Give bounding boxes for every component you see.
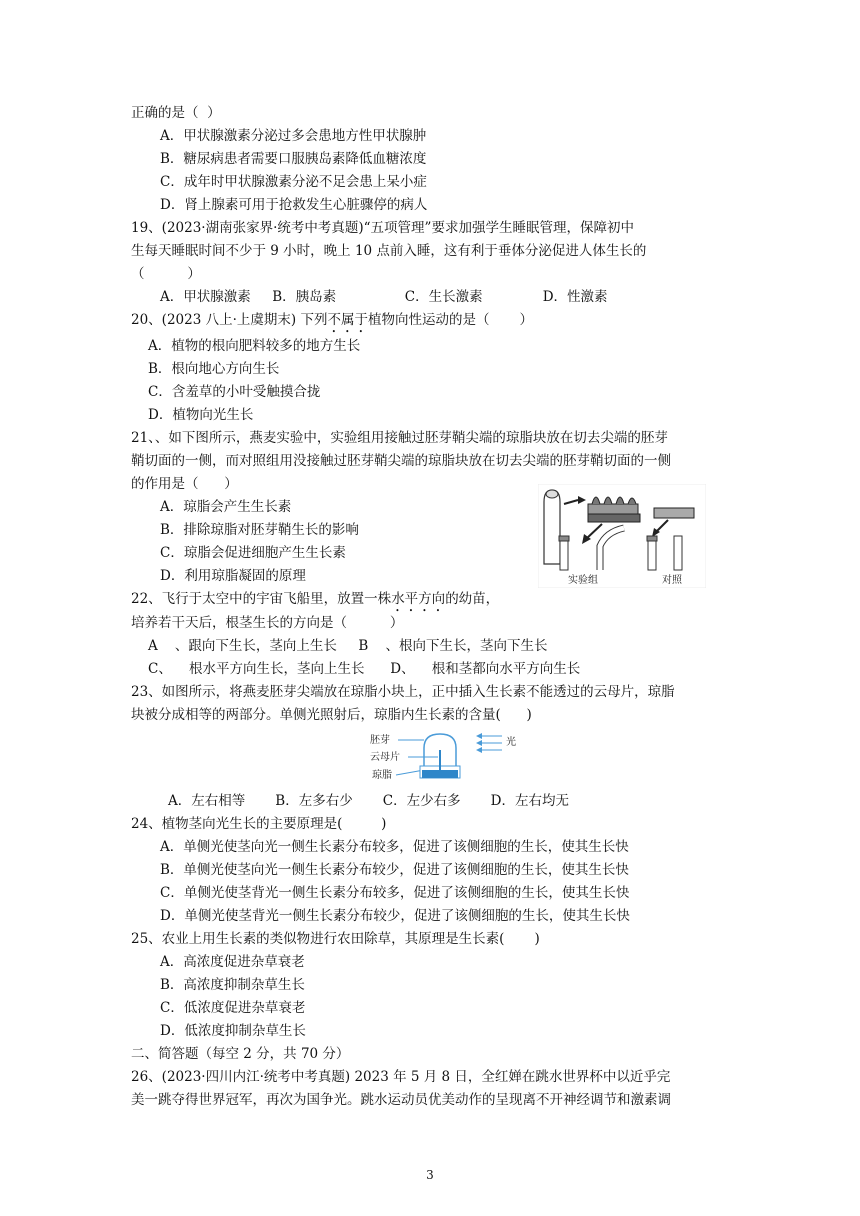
q20-stem-emphasis: 不属于 [327, 312, 368, 328]
q20-option-c: C．含羞草的小叶受触摸合拢 [148, 384, 321, 400]
q21-stem-2: 鞘切面的一侧，而对照组用没接触过胚芽鞘尖端的琼脂块放在切去尖端的胚芽鞘切面的一侧 [131, 453, 671, 469]
q21-option-b: B．排除琼脂对胚芽鞘生长的影响 [160, 522, 359, 538]
q18-option-b: B．糖尿病患者需要口服胰岛素降低血糖浓度 [160, 151, 427, 167]
q22-stem-2: 培养若干天后，根茎生长的方向是（ ） [131, 615, 404, 631]
q22-stem-pre: 22、飞行于太空中的宇宙飞船里，放置一株 [131, 591, 392, 607]
q25-option-b: B．高浓度抑制杂草生长 [160, 977, 305, 993]
q19-options: A．甲状腺激素 B．胰岛素 C．生长激素 D．性激素 [160, 289, 608, 305]
q24-stem: 24、植物茎向光生长的主要原理是( ) [131, 816, 387, 832]
section-heading: 二、简答题（每空 2 分，共 70 分） [131, 1046, 350, 1062]
q21-stem-1: 21、、如下图所示，燕麦实验中，实验组用接触过胚芽鞘尖端的琼脂块放在切去尖端的胚芽 [131, 430, 668, 446]
q24-option-b: B．单侧光使茎向光一侧生长素分布较少，促进了该侧细胞的生长，使其生长快 [160, 862, 629, 878]
q25-option-c: C．低浓度促进杂草衰老 [160, 1000, 306, 1016]
q24-option-a: A．单侧光使茎向光一侧生长素分布较多，促进了该侧细胞的生长，使其生长快 [160, 839, 629, 855]
oat-experiment-figure [538, 484, 706, 588]
line-0: 正确的是（ ） [131, 105, 221, 121]
q20-stem-post: 植物向性运动的是（ ） [367, 312, 533, 328]
q20-option-a: A．植物的根向肥料较多的地方生长 [148, 338, 361, 354]
q23-stem-2: 块被分成相等的两部分。单侧光照射后，琼脂内生长素的含量( ) [131, 707, 532, 723]
q26-stem-2: 美一跳夺得世界冠军，再次为国争光。跳水运动员优美动作的呈现离不开神经调节和激素调 [131, 1092, 671, 1108]
q26-stem-1: 26、(2023·四川内江·统考中考真题) 2023 年 5 月 8 日，全红婵在跳水世界杯中以近乎完 [131, 1069, 671, 1085]
q20-option-d: D．植物向光生长 [148, 407, 254, 423]
q20-option-b: B．根向地心方向生长 [148, 361, 280, 377]
q24-option-c: C．单侧光使茎背光一侧生长素分布较多，促进了该侧细胞的生长，使其生长快 [160, 885, 630, 901]
q22-options-ab: A 、跟向下生长，茎向上生长 B 、根向下生长，茎向下生长 [148, 638, 548, 654]
q18-option-d: D．肾上腺素可用于抢救发生心脏骤停的病人 [160, 197, 428, 213]
label-control-group: 对照 [662, 575, 682, 586]
q21-option-d: D．利用琼脂凝固的原理 [160, 568, 306, 584]
q25-option-a: A．高浓度促进杂草衰老 [160, 954, 305, 970]
q22-stem-post: 的幼苗， [445, 591, 500, 607]
q22-stem-emphasis: 水平方向 [391, 591, 446, 607]
q18-option-a: A．甲状腺激素分泌过多会患地方性甲状腺肿 [160, 128, 427, 144]
q20-stem [131, 310, 533, 336]
page-number: 3 [426, 1168, 434, 1182]
q22-options-cd: C、 根水平方向生长，茎向上生长 D、 根和茎都向水平方向生长 [148, 661, 581, 677]
q19-stem-3: （ ） [131, 266, 201, 282]
label-mica: 云母片 [370, 752, 400, 763]
q22-stem-1 [131, 589, 499, 615]
label-experiment-group: 实验组 [568, 575, 598, 586]
q21-option-a: A．琼脂会产生生长素 [160, 499, 292, 515]
q18-option-c: C．成年时甲状腺激素分泌不足会患上呆小症 [160, 174, 427, 190]
q24-option-d: D．单侧光使茎背光一侧生长素分布较少，促进了该侧细胞的生长，使其生长快 [160, 908, 630, 924]
q21-option-c: C．琼脂会促进细胞产生生长素 [160, 545, 346, 561]
q23-stem-1: 23、如图所示，将燕麦胚芽尖端放在琼脂小块上，正中插入生长素不能透过的云母片，琼脂 [131, 684, 675, 700]
q20-stem-pre: 20、(2023 八上·上虞期末) 下列 [131, 312, 328, 328]
q23-options: A．左右相等 B．左多右少 C．左少右多 D．左右均无 [168, 793, 569, 809]
coleoptile-mica-figure [368, 730, 520, 786]
label-light: 光 [506, 737, 516, 748]
q21-stem-3: 的作用是（ ） [131, 476, 238, 492]
q19-stem-2: 生每天睡眠时间不少于 9 小时，晚上 10 点前入睡，这有利于垂体分泌促进人体生长的 [131, 243, 647, 259]
label-agar: 琼脂 [372, 770, 392, 781]
q25-stem: 25、农业上用生长素的类似物进行农田除草，其原理是生长素( ) [131, 931, 540, 947]
q25-option-d: D．低浓度抑制杂草生长 [160, 1023, 306, 1039]
q19-stem-1: 19、(2023·湖南张家界·统考中考真题)“五项管理”要求加强学生睡眠管理，保障初中 [131, 220, 634, 236]
label-bud: 胚芽 [370, 735, 390, 746]
